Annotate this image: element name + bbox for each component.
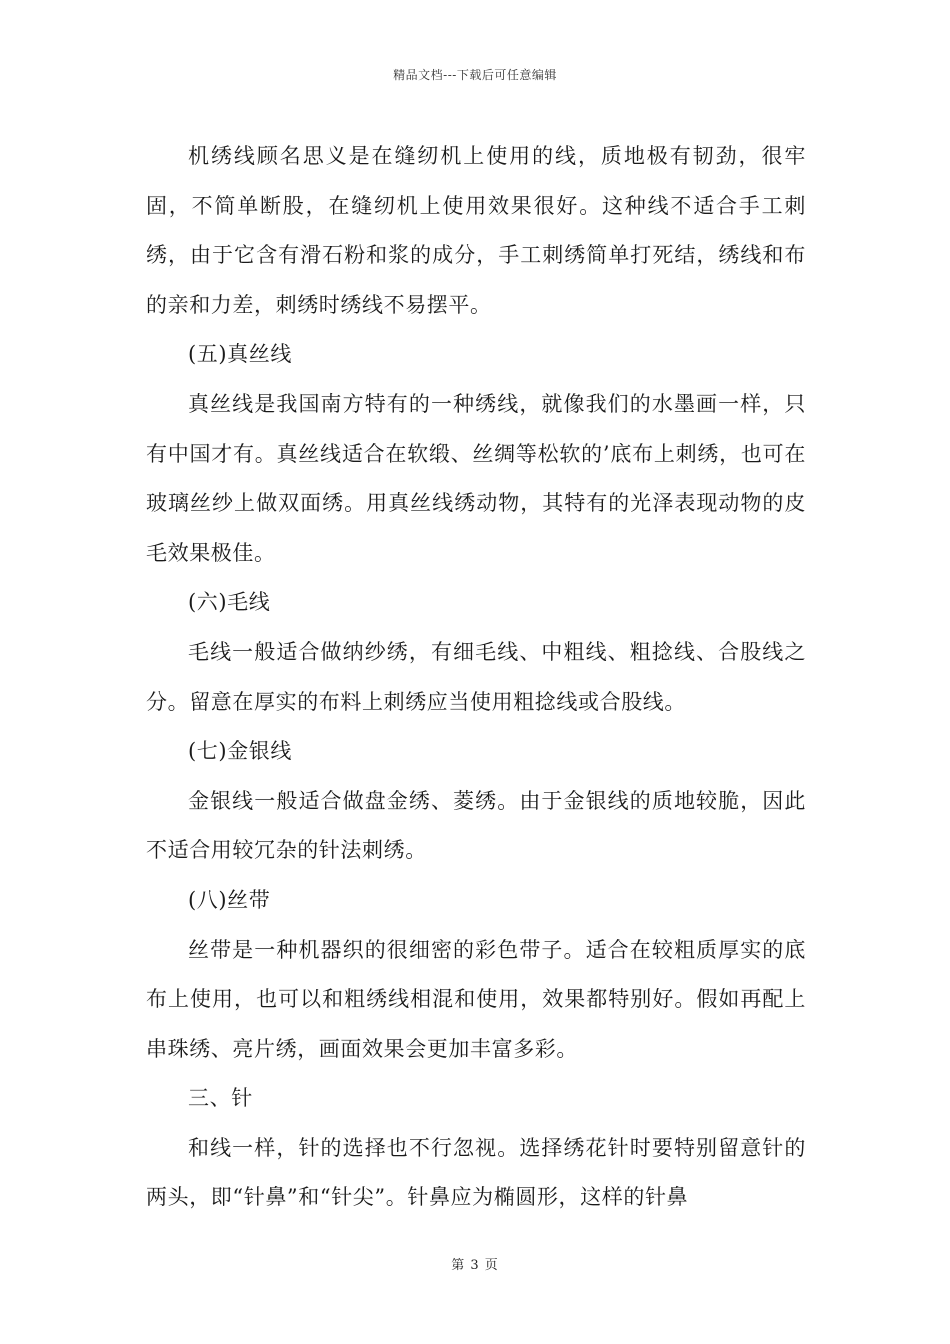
section-heading-wool-thread: (六)毛线 bbox=[188, 590, 271, 615]
section-heading-metallic-thread: (七)金银线 bbox=[188, 739, 292, 764]
section-heading-ribbon: (八)丝带 bbox=[188, 887, 271, 912]
section-heading-silk-thread: (五)真丝线 bbox=[188, 342, 292, 367]
paragraph-silk-thread: 真丝线是我国南方特有的一种绣线，就像我们的水墨画一样，只有中国才有。真丝线适合在软缎、丝绸等松软的’底布上刺绣，也可在玻璃丝纱上做双面绣。用真丝线绣动物，其特有的光泽表现动物的皮毛效果极佳。 bbox=[146, 391, 806, 565]
paragraph-metallic-thread: 金银线一般适合做盘金绣、菱绣。由于金银线的质地较脆，因此不适合用较冗杂的针法刺绣。 bbox=[146, 788, 806, 863]
page-number: 第 3 页 bbox=[451, 1258, 499, 1273]
document-body bbox=[146, 132, 806, 1223]
paragraph-ribbon: 丝带是一种机器织的很细密的彩色带子。适合在较粗质厚实的底布上使用，也可以和粗绣线相混和使用，效果都特别好。假如再配上串珠绣、亮片绣，画面效果会更加丰富多彩。 bbox=[146, 937, 806, 1061]
page-header: 精品文档---下载后可任意编辑 bbox=[393, 68, 557, 82]
paragraph-machine-thread: 机绣线顾名思义是在缝纫机上使用的线，质地极有韧劲，很牢固，不简单断股，在缝纫机上使用效果很好。这种线不适合手工刺绣，由于它含有滑石粉和浆的成分，手工刺绣简单打死结，绣线和布的亲和力差，刺绣时绣线不易摆平。 bbox=[146, 144, 806, 317]
paragraph-wool-thread: 毛线一般适合做纳纱绣，有细毛线、中粗线、粗捻线、合股线之分。留意在厚实的布料上刺绣应当使用粗捻线或合股线。 bbox=[146, 639, 806, 714]
paragraph-needle: 和线一样，针的选择也不行忽视。选择绣花针时要特别留意针的两头，即“针鼻”和“针尖”。针鼻应为椭圆形，这样的针鼻 bbox=[146, 1135, 806, 1210]
section-heading-needle: 三、针 bbox=[188, 1086, 253, 1111]
